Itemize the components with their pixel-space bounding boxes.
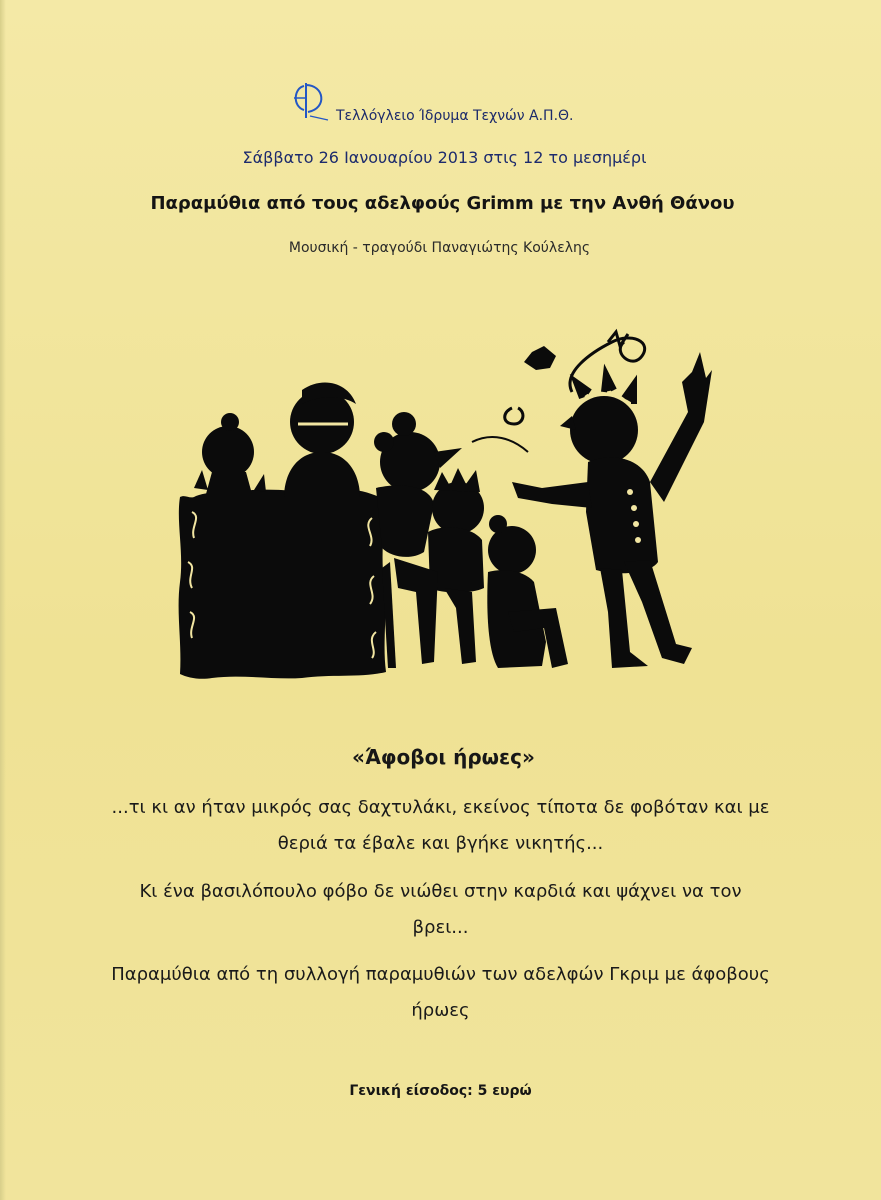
admission-price: Γενική είσοδος: 5 ευρώ <box>349 1083 532 1099</box>
event-title: Παραμύθια από τους αδελφούς Grimm με την Ανθή Θάνου <box>150 193 735 214</box>
storyteller-children-silhouette-icon <box>172 312 712 692</box>
story-title: «Άφοβοι ήρωες» <box>352 745 535 769</box>
tellogleio-logo-icon <box>290 80 332 126</box>
institution-name: Τελλόγλειο Ίδρυμα Τεχνών Α.Π.Θ. <box>336 108 574 124</box>
page-edge-shadow <box>0 0 6 1200</box>
music-credit: Μουσική - τραγούδι Παναγιώτης Κούλελης <box>288 240 591 256</box>
story-paragraph: ...τι κι αν ήταν μικρός σας δαχτυλάκι, εκείνος τίποτα δε φοβόταν και με θεριά τα έβαλε και βγήκε νικητής... <box>111 797 770 854</box>
event-date-time: Σάββατο 26 Ιανουαρίου 2013 στις 12 το μεσημέρι <box>242 148 647 167</box>
story-paragraph: Παραμύθια από τη συλλογή παραμυθιών των αδελφών Γκριμ με άφοβους ήρωες <box>111 964 770 1021</box>
story-paragraph: Κι ένα βασιλόπουλο φόβο δε νιώθει στην καρδιά και ψάχνει να τον βρει... <box>139 881 742 938</box>
institution-header <box>290 80 650 130</box>
